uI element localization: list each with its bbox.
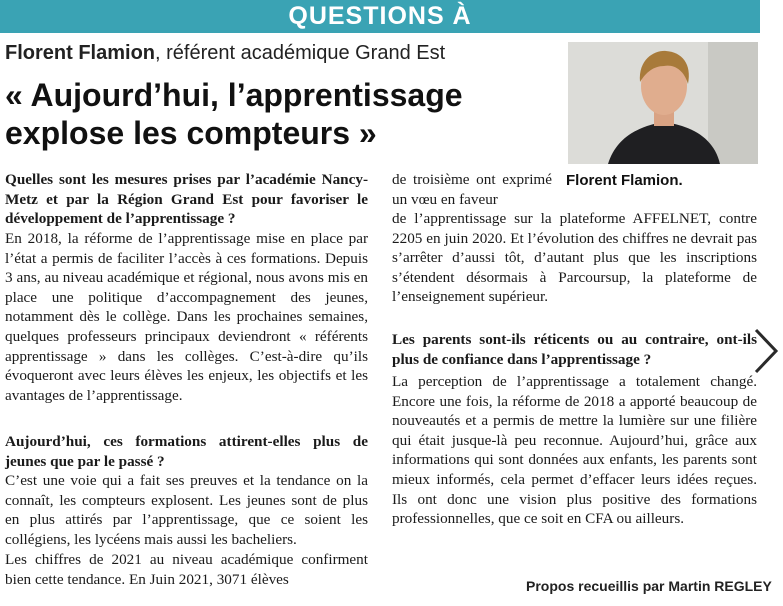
interview-credit: Propos recueillis par Martin REGLEY xyxy=(526,578,772,594)
article-headline: « Aujourd’hui, l’apprentissage explose les compteurs » xyxy=(5,77,463,151)
question-2: Aujourd’hui, ces formations attirent-elles plus de jeunes que par le passé ? xyxy=(5,433,368,470)
photo-caption: Florent Flamion. xyxy=(566,172,683,189)
portrait-photo xyxy=(568,42,758,164)
portrait-photo-art xyxy=(568,42,758,164)
interviewee-role: , référent académique Grand Est xyxy=(155,42,446,64)
answer-2-column-2-start: de troisième ont exprimé un vœu en faveur xyxy=(392,171,552,208)
question-3: Les parents sont-ils réticents ou au contraire, ont-ils plus de confiance dans l’apprentissage ? xyxy=(392,331,757,368)
answer-3: La perception de l’apprentissage a totalement changé. Encore une fois, la réforme de 2018 a apporté beaucoup de nouveautés et a permis de mettre la lumière sur une filière qui était jusque-là peu reconnue. Aujourd’hui, grâce aux informations qui sont données aux enfants, les parents sont mieux informés, cela permet d’effacer leurs idées reçues. Ils ont donc une vision plus positive des formations professionnelles, que ce soit en CFA ou ailleurs. xyxy=(392,373,757,528)
chevron-right-icon[interactable] xyxy=(750,326,780,376)
section-banner: QUESTIONS À xyxy=(0,0,760,33)
byline xyxy=(5,42,445,65)
question-1: Quelles sont les mesures prises par l’académie Nancy-Metz et par la Région Grand Est pour favoriser le développement de l’apprentissage ? xyxy=(5,171,368,228)
answer-2-continued: Les chiffres de 2021 au niveau académique confirment bien cette tendance. En Juin 2021, 3071 élèves xyxy=(5,551,368,588)
answer-2: C’est une voie qui a fait ses preuves et la tendance on la connaît, les compteurs explosent. Les jeunes sont de plus en plus attirés par l’apprentissage, que ce soient les collégiens, les lycéens mais aussi les bacheliers. xyxy=(5,472,368,548)
chevron-right-icon-glyph xyxy=(750,326,780,376)
answer-2-column-2: de l’apprentissage sur la plateforme AFFELNET, contre 2205 en juin 2020. Et l’évolution des chiffres ne devrait pas s’arrêter d’aussi tôt, d’autant plus que les inscriptions s’étendent désormais à Parcoursup, la plateforme de l’enseignement supérieur. xyxy=(392,210,757,306)
interviewee-name: Florent Flamion xyxy=(5,42,155,64)
answer-1: En 2018, la réforme de l’apprentissage mise en place par l’état a permis de faciliter l’accès à ces formations. Depuis 3 ans, au niveau académique et régional, nous avons mis en place une politique d’accompagnement des jeunes, notamment dès le collège. Dans les prochaines semaines, quelques professeurs principaux deviendront « référents apprentissage » dans les collèges. C’est-à-dire qu’ils évoqueront avec leurs élèves les enjeux, les objectifs et les avantages de l’apprentissage. xyxy=(5,230,368,404)
